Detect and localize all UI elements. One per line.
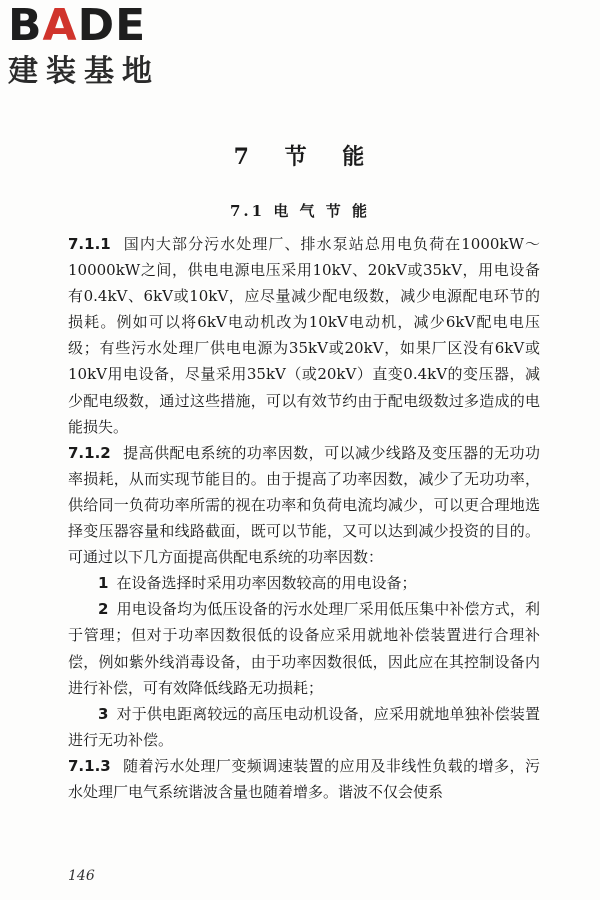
clause-text: 国内大部分污水处理厂、排水泵站总用电负荷在1000kW～10000kW之间，供电电源电压采用10kV、20kV或35kV，用电设备有0.4kV、6kV或10kV，应尽量减少配电级数，减少电源配电环节的损耗。例如可以将6kV电动机改为10kV电动机，减少6kV配电电压级；有些污水处理厂供电电源为35kV或20kV，如果厂区没有6kV或10kV用电设备，尽量采用35kV（或20kV）直变0.4kV的变压器，减少配电级数，通过这些措施，可以有效节约由于配电级数过多造成的电能损失。 [68,235,540,436]
list-item [68,570,540,596]
logo-brand-post: DE [77,0,147,51]
document-body [68,231,540,805]
clause-text: 提高供配电系统的功率因数，可以减少线路及变压器的无功功率损耗，从而实现节能目的。由于提高了功率因数，减少了无功功率，供给同一负荷功率所需的视在功率和负荷电流均减少，可以更合理地选择变压器容量和线路截面，既可以节能，又可以达到减少投资的目的。可通过以下几方面提高供配电系统的功率因数： [68,443,540,567]
list-item [68,596,540,700]
logo-brand-accent: A [42,0,78,51]
item-number: 2 [98,600,109,619]
chapter-title: 7 节 能 [233,144,367,170]
item-number: 3 [98,704,109,723]
clause-number: 7.1.1 [68,235,111,253]
logo [8,2,178,92]
section-title: 7.1 电 气 节 能 [230,202,370,220]
clause-number: 7.1.2 [68,443,111,462]
logo-brand [8,2,178,50]
page-number: 146 [68,868,95,884]
clause-text: 随着污水处理厂变频调速装置的应用及非线性负载的增多，污水处理厂电气系统谐波含量也随着增多。谐波不仅会使系 [68,756,540,801]
item-text: 用电设备均为低压设备的污水处理厂采用低压集中补偿方式，利于管理；但对于功率因数很低的设备应采用就地补偿装置进行合理补偿，例如紫外线消毒设备，由于功率因数很低，因此应在其控制设备内进行补偿，可有效降低线路无功损耗； [68,600,540,697]
item-text: 对于供电距离较远的高压电动机设备，应采用就地单独补偿装置进行无功补偿。 [68,704,540,749]
list-item [68,701,540,753]
logo-brand-pre: B [8,0,43,51]
item-text: 在设备选择时采用功率因数较高的用电设备； [116,574,417,593]
clause-number: 7.1.3 [68,756,111,775]
logo-subtitle: 建装基地 [8,54,160,89]
clause-7-1-1 [68,231,540,440]
clause-7-1-2 [68,440,540,570]
clause-7-1-3 [68,753,540,805]
item-number: 1 [98,574,109,593]
